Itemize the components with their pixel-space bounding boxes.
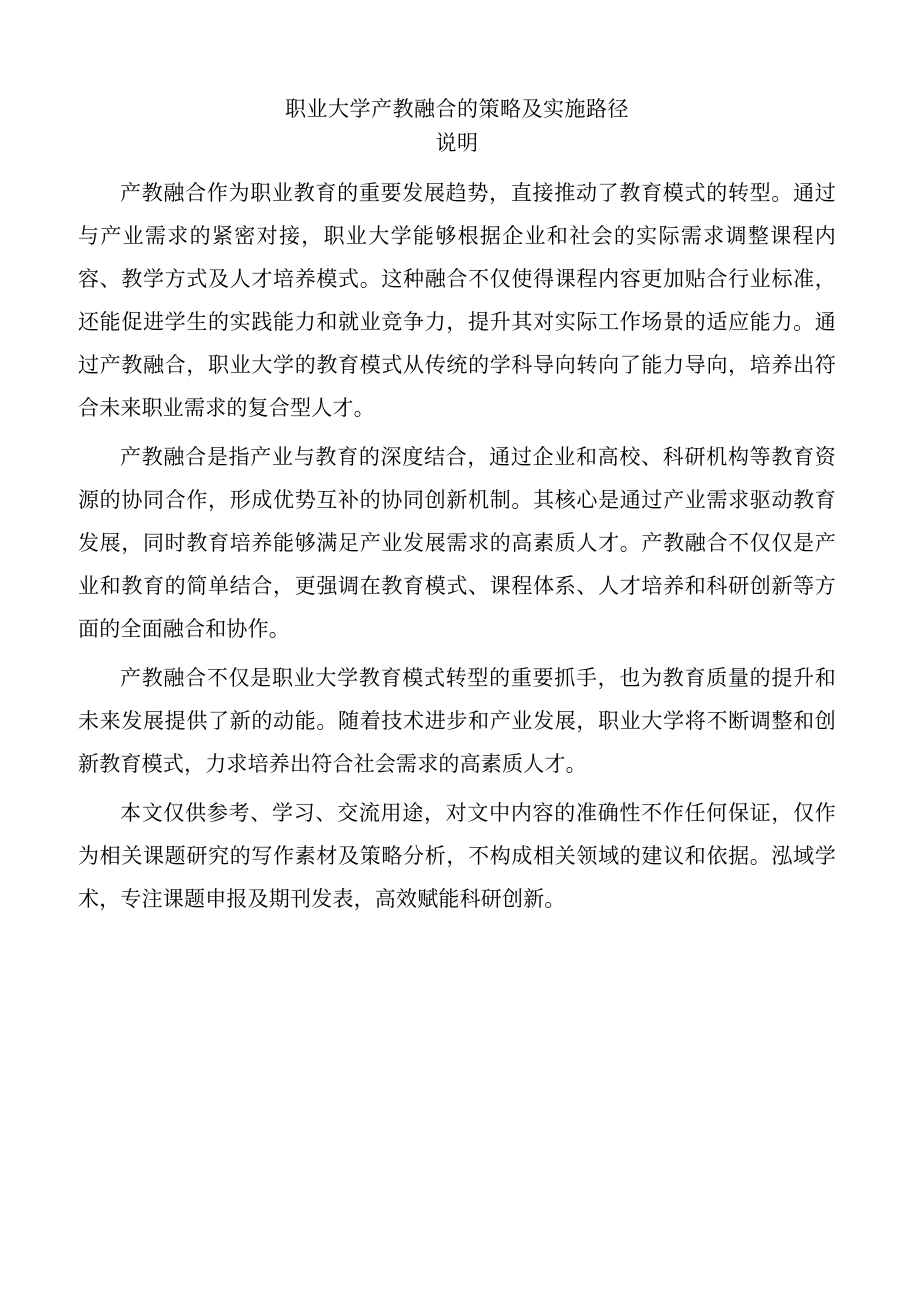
- body-paragraph: 产教融合作为职业教育的重要发展趋势，直接推动了教育模式的转型。通过与产业需求的紧密对接，职业大学能够根据企业和社会的实际需求调整课程内容、教学方式及人才培养模式。这种融合不仅使得课程内容更加贴合行业标准，还能促进学生的实践能力和就业竞争力，提升其对实际工作场景的适应能力。通过产教融合，职业大学的教育模式从传统的学科导向转向了能力导向，培养出符合未来职业需求的复合型人才。: [78, 181, 836, 420]
- body-paragraph: 产教融合不仅是职业大学教育模式转型的重要抓手，也为教育质量的提升和未来发展提供了新的动能。随着技术进步和产业发展，职业大学将不断调整和创新教育模式，力求培养出符合社会需求的高素质人才。: [78, 666, 836, 776]
- body-paragraph: 本文仅供参考、学习、交流用途，对文中内容的准确性不作任何保证，仅作为相关课题研究的写作素材及策略分析，不构成相关领域的建议和依据。泓域学术，专注课题申报及期刊发表，高效赋能科研创新。: [78, 801, 836, 911]
- page-subtitle: 说明: [435, 131, 479, 155]
- page-title: 职业大学产教融合的策略及实施路径: [285, 97, 629, 121]
- body-paragraph: 产教融合是指产业与教育的深度结合，通过企业和高校、科研机构等教育资源的协同合作，形成优势互补的协同创新机制。其核心是通过产业需求驱动教育发展，同时教育培养能够满足产业发展需求的高素质人才。产教融合不仅仅是产业和教育的简单结合，更强调在教育模式、课程体系、人才培养和科研创新等方面的全面融合和协作。: [78, 445, 836, 641]
